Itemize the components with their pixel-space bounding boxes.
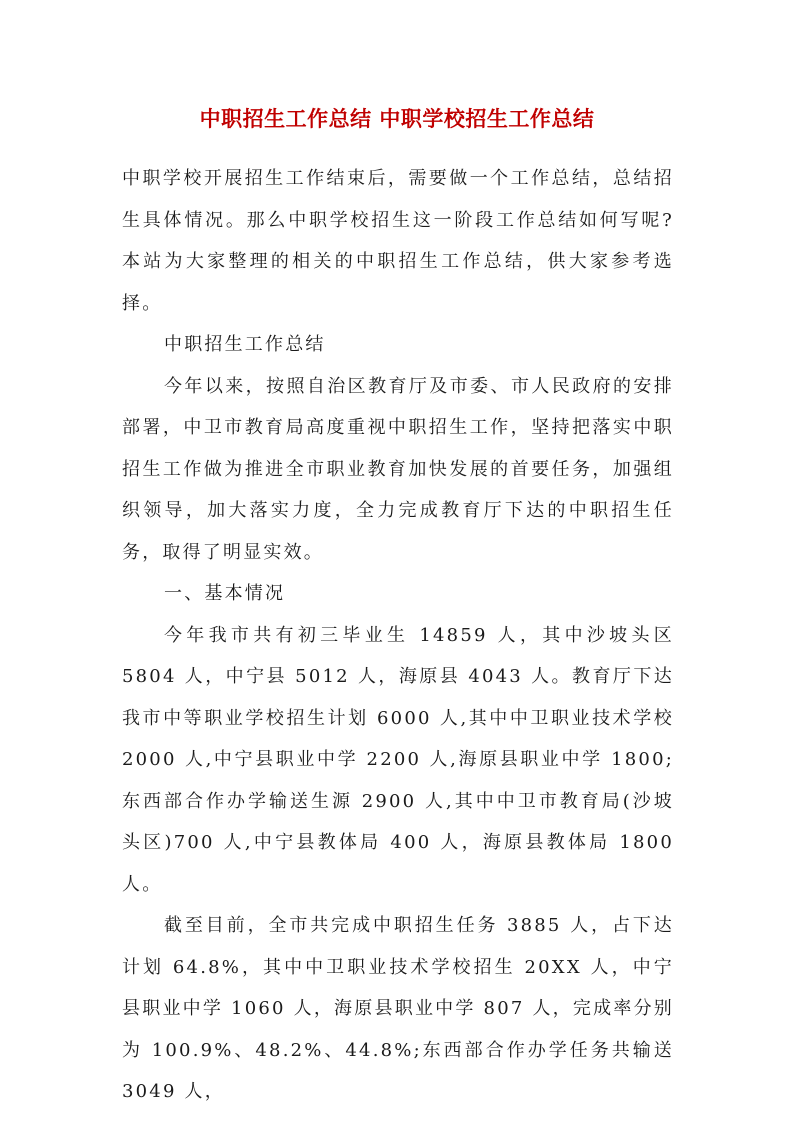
graduates-paragraph: 今年我市共有初三毕业生 14859 人，其中沙坡头区 5804 人，中宁县 5012 人，海原县 4043 人。教育厅下达我市中等职业学校招生计划 6000 人,其中中卫职业技术学校 2000 人,中宁县职业中学 2200 人,海原县职业中学 1800;东西部合作办学输送生源 2900 人,其中中卫市教育局(沙坡头区)700 人,中宁县教体局 400 人，海原县教体局 1800 人。 bbox=[122, 624, 674, 895]
intro-paragraph: 中职学校开展招生工作结束后，需要做一个工作总结，总结招生具体情况。那么中职学校招生这一阶段工作总结如何写呢?本站为大家整理的相关的中职招生工作总结，供大家参考选择。 bbox=[122, 168, 674, 314]
section-heading-summary: 中职招生工作总结 bbox=[164, 334, 326, 355]
section-heading-basic-situation: 一、基本情况 bbox=[164, 583, 286, 604]
document-body bbox=[122, 158, 674, 1113]
document-title: 中职招生工作总结 中职学校招生工作总结 bbox=[199, 106, 595, 131]
progress-paragraph: 截至目前，全市共完成中职招生任务 3885 人，占下达计划 64.8%，其中中卫职业技术学校招生 20XX 人，中宁县职业中学 1060 人，海原县职业中学 807 人，完成率分别为 100.9%、48.2%、44.8%;东西部合作办学任务共输送 3049 人， bbox=[122, 915, 674, 1102]
summary-paragraph: 今年以来，按照自治区教育厅及市委、市人民政府的安排部署，中卫市教育局高度重视中职招生工作，坚持把落实中职招生工作做为推进全市职业教育加快发展的首要任务，加强组织领导，加大落实力度，全力完成教育厅下达的中职招生任务，取得了明显实效。 bbox=[122, 375, 674, 563]
